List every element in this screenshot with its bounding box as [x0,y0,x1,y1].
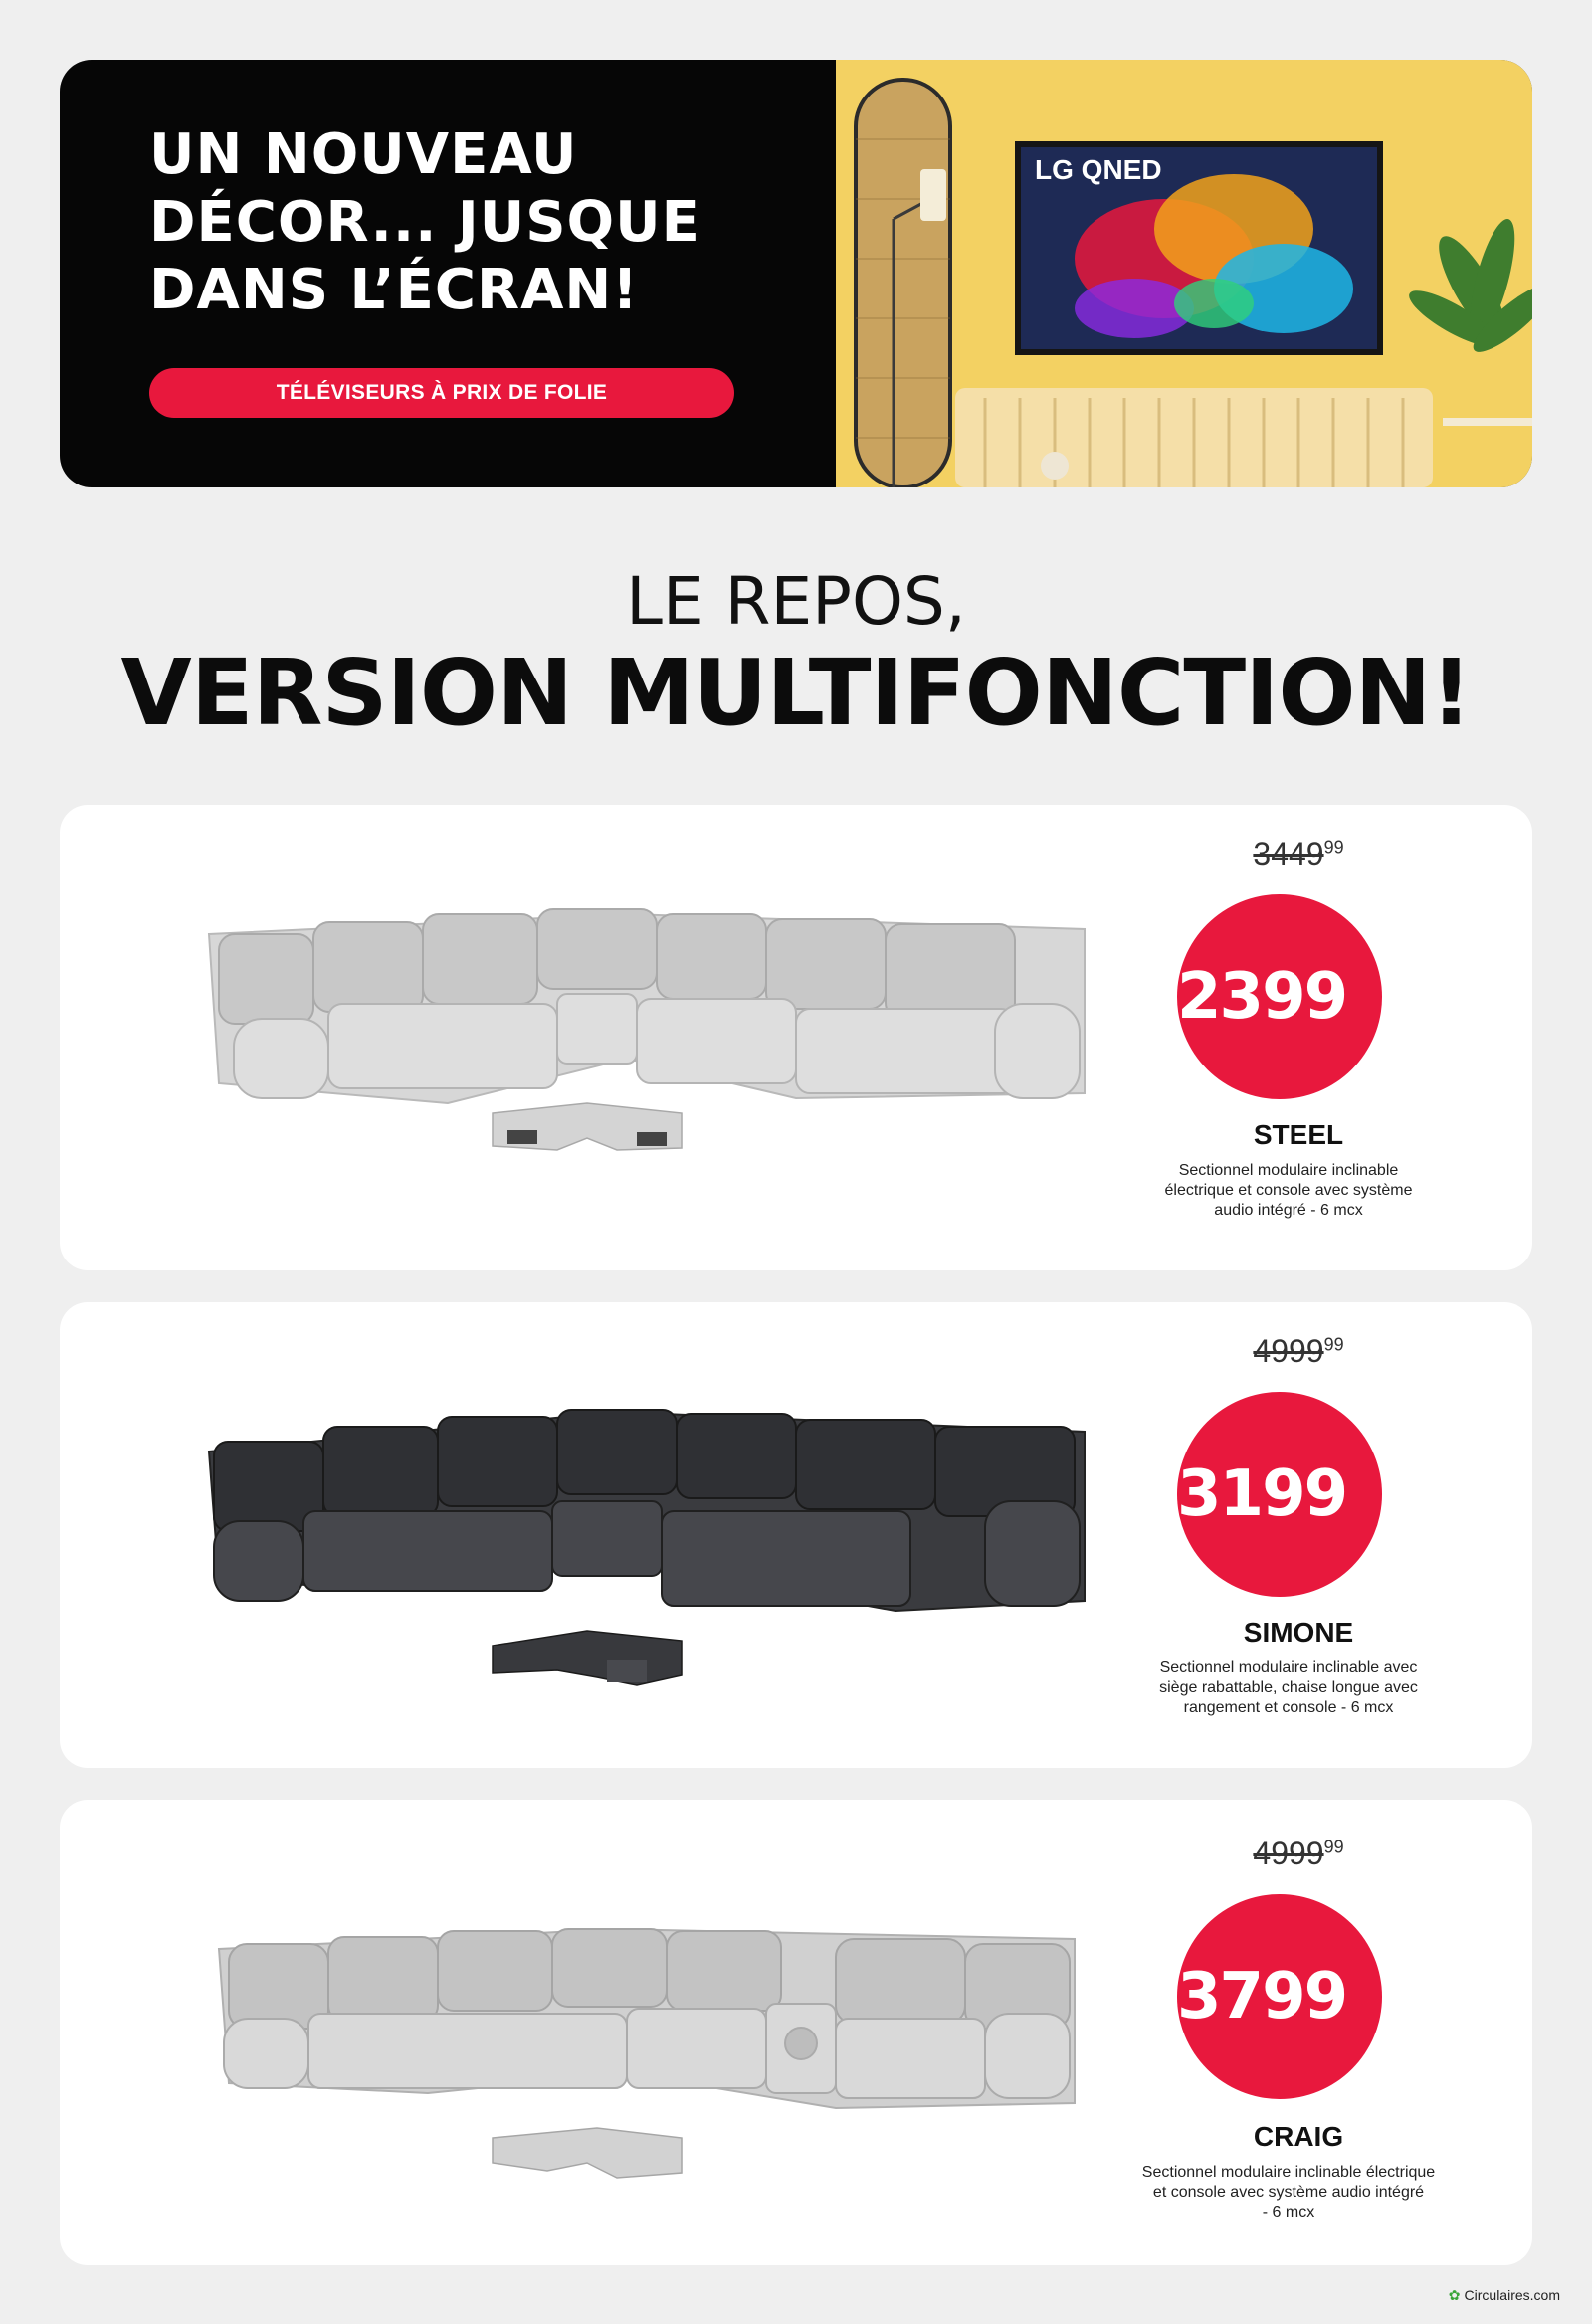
section-headline [0,562,1592,745]
product-card-steel[interactable] [60,805,1532,1270]
description-line: rangement et console - 6 mcx [1183,1699,1394,1716]
sale-price-cents: 99 [1346,1874,1383,1904]
sale-price-cents: 99 [1346,874,1383,904]
sale-price-main: 3799 [1177,1960,1347,2034]
sofa-thumbnail [488,2113,687,2188]
banner-title-line: DÉCOR... JUSQUE [149,190,700,255]
sale-price-main: 2399 [1177,960,1347,1034]
tv-image [1015,141,1383,355]
sofa-thumbnail [488,1616,687,1690]
description-line: Sectionnel modulaire inclinable [1178,1162,1399,1179]
tv-brand-label: LG QNED [1035,154,1162,185]
old-price-cents: 99 [1323,837,1344,858]
product-name: SIMONE [1243,1617,1354,1647]
sale-price-badge [1177,1372,1383,1597]
description-line: audio intégré - 6 mcx [1214,1202,1363,1219]
description-line: - 6 mcx [1262,2204,1315,2221]
product-description [1114,1161,1463,1221]
banner-title-line: DANS L’ÉCRAN! [149,258,639,322]
sale-price-cents: 99 [1346,1372,1383,1402]
sale-price-badge [1177,1874,1383,2099]
description-line: et console avec système audio intégré [1152,2184,1425,2201]
product-name: CRAIG [1253,2121,1344,2152]
tv-deals-button[interactable]: TÉLÉVISEURS À PRIX DE FOLIE [149,368,734,418]
living-room-tv-image [836,60,1532,487]
sofa-image [199,1362,1094,1621]
sale-price-main: 3199 [1177,1457,1347,1531]
old-price-cents: 99 [1323,1334,1344,1355]
tv-promo-banner[interactable] [60,60,1532,487]
old-price-main: 3449 [1253,836,1324,872]
description-line: Sectionnel modulaire inclinable électrique [1141,2164,1436,2181]
product-description [1114,2163,1463,2223]
sofa-image [199,865,1094,1123]
sofa-thumbnail [488,1088,687,1163]
description-line: électrique et console avec système [1164,1182,1413,1199]
old-price-main: 4999 [1253,1836,1324,1871]
old-price [1154,836,1443,872]
leaf-icon: ✿ [1448,2287,1461,2303]
old-price [1154,1836,1443,1872]
headline-line-2: VERSION MULTIFONCTION! [120,640,1472,746]
banner-title-line: UN NOUVEAU [149,122,578,187]
banner-title [149,121,746,324]
site-logo[interactable] [1449,2287,1560,2304]
product-name: STEEL [1253,1119,1344,1150]
sofa-image [199,1869,1094,2128]
headline-line-1: LE REPOS, [626,563,966,640]
old-price-cents: 99 [1323,1837,1344,1857]
sale-price-badge [1177,874,1383,1099]
product-card-simone[interactable] [60,1302,1532,1768]
product-description [1114,1658,1463,1718]
site-logo-text: Circulaires.com [1464,2287,1560,2303]
old-price [1154,1333,1443,1370]
old-price-main: 4999 [1253,1333,1324,1369]
product-card-craig[interactable] [60,1800,1532,2265]
description-line: Sectionnel modulaire inclinable avec [1159,1659,1418,1676]
description-line: siège rabattable, chaise longue avec [1159,1679,1418,1696]
